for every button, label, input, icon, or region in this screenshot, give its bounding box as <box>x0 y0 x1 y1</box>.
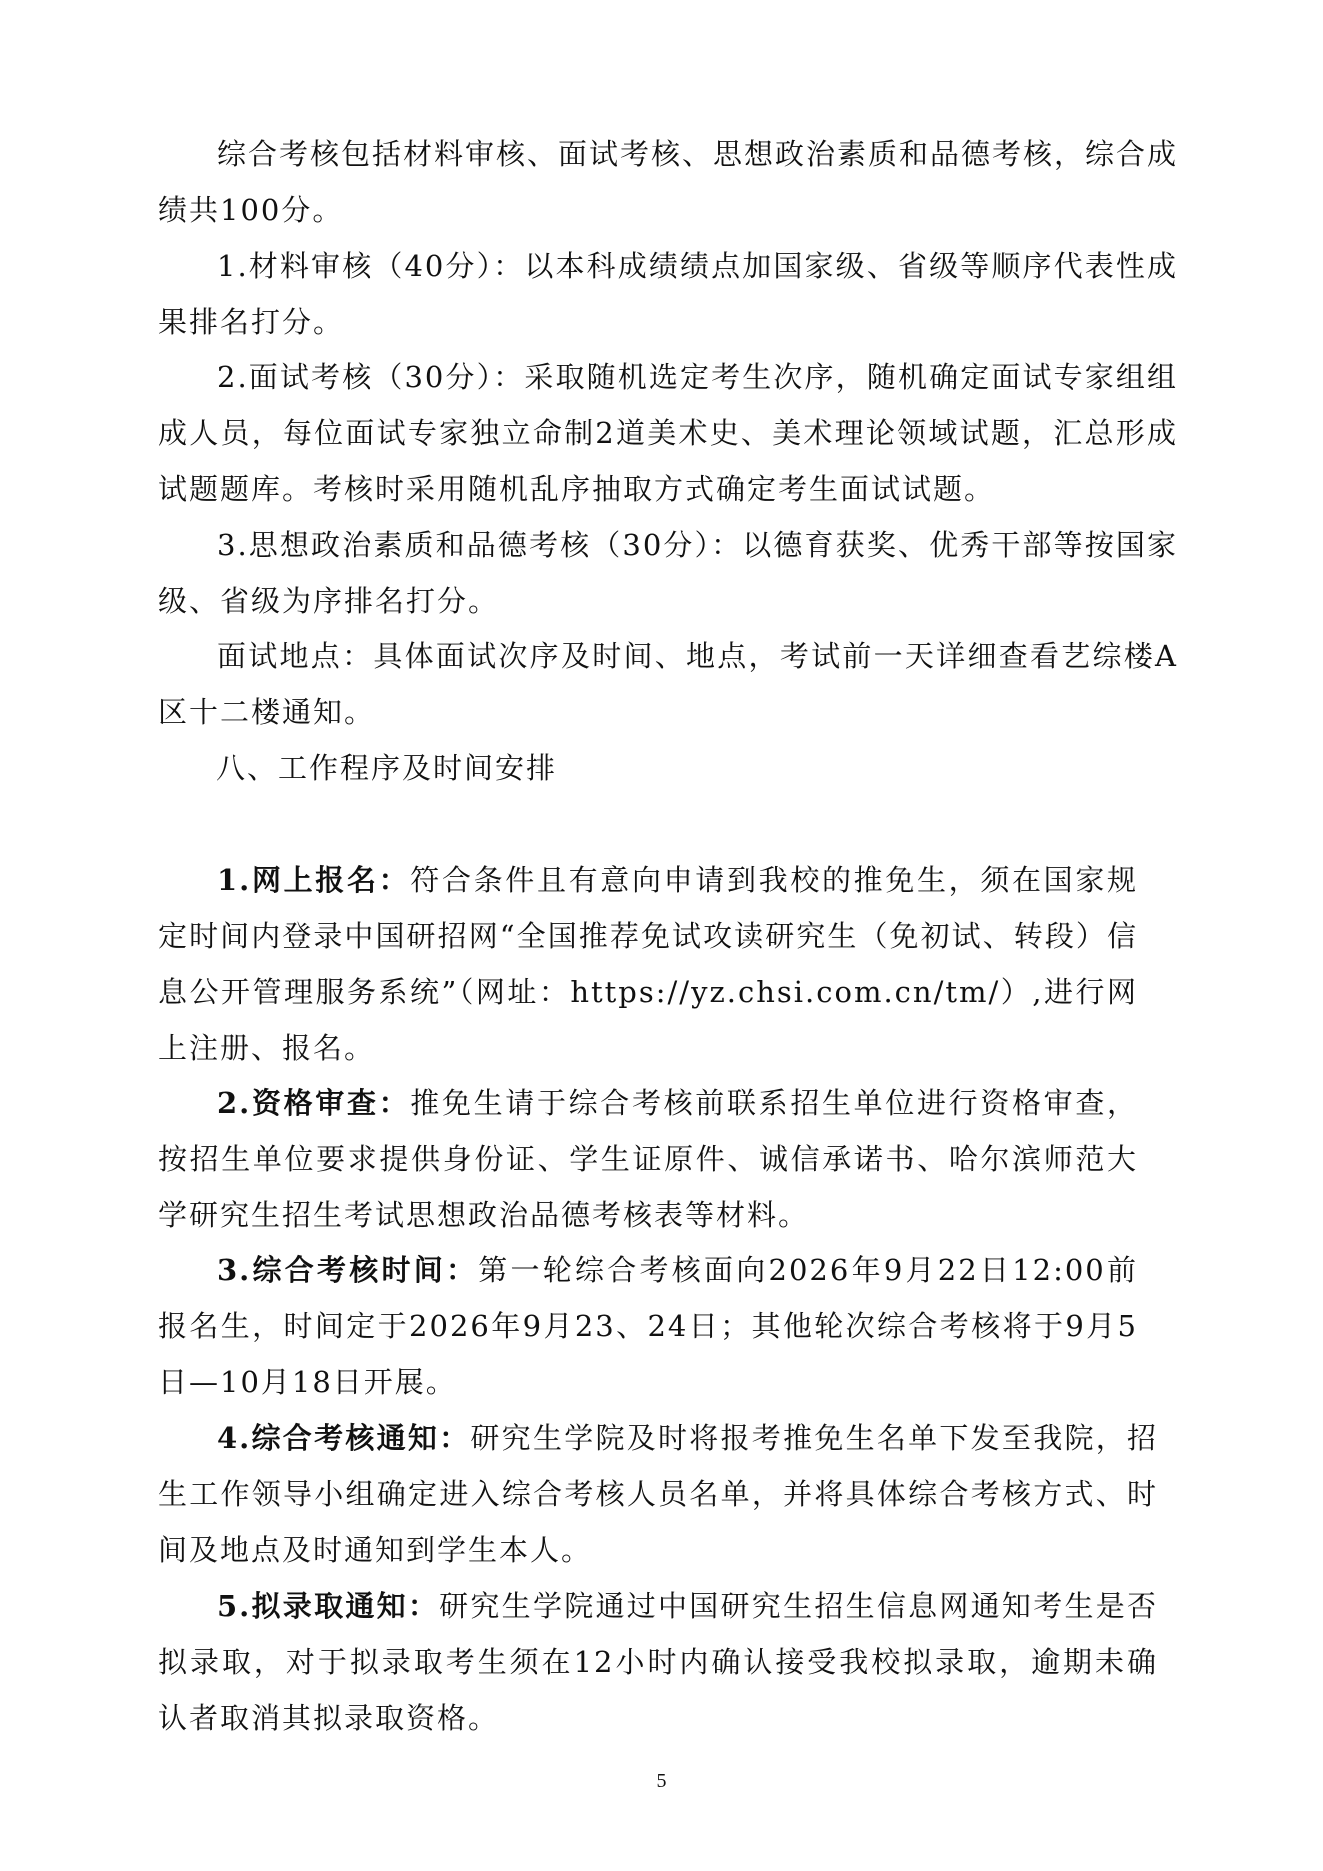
paragraph-moral-assessment <box>158 517 1178 629</box>
step-online-registration <box>158 852 1138 1076</box>
step-lead: 1.网上报名： <box>217 863 411 897</box>
paragraph-text: 1.材料审核（40分）：以本科成绩绩点加国家级、省级等顺序代表性成果排名打分。 <box>158 249 1178 339</box>
step-text: 符合条件且有意向申请到我校的推免生，须在国家规定时间内登录中国研招网“全国推荐免试攻读研究生（免初试、转段）信息公开管理服务系统”（网址：https://yz.chsi.com.cn/tm/）,进行网上注册、报名。 <box>158 863 1138 1065</box>
paragraph-text: 综合考核包括材料审核、面试考核、思想政治素质和品德考核，综合成绩共100分。 <box>158 137 1179 227</box>
step-admission-notice <box>158 1578 1158 1746</box>
section-heading: 八、工作程序及时间安排 <box>216 751 558 785</box>
paragraph-text: 面试地点：具体面试次序及时间、地点，考试前一天详细查看艺综楼A区十二楼通知。 <box>158 639 1178 729</box>
step-text: 研究生学院及时将报考推免生名单下发至我院，招生工作领导小组确定进入综合考核人员名单，并将具体综合考核方式、时间及地点及时通知到学生本人。 <box>158 1421 1158 1567</box>
paragraph-material-review <box>158 238 1178 350</box>
step-text: 推免生请于综合考核前联系招生单位进行资格审查，按招生单位要求提供身份证、学生证原件、诚信承诺书、哈尔滨师范大学研究生招生考试思想政治品德考核表等材料。 <box>158 1086 1138 1232</box>
step-lead: 4.综合考核通知： <box>217 1421 471 1455</box>
step-assessment-time <box>158 1242 1138 1410</box>
step-lead: 5.拟录取通知： <box>217 1589 440 1623</box>
page-number: 5 <box>656 1770 667 1792</box>
paragraph-text: 2.面试考核（30分）：采取随机选定考生次序，随机确定面试专家组组成人员，每位面试专家独立命制2道美术史、美术理论领域试题，汇总形成试题题库。考核时采用随机乱序抽取方式确定考生面试试题。 <box>158 360 1178 506</box>
paragraph-interview <box>158 349 1178 517</box>
step-text: 研究生学院通过中国研究生招生信息网通知考生是否拟录取，对于拟录取考生须在12小时内确认接受我校拟录取，逾期未确认者取消其拟录取资格。 <box>158 1589 1158 1735</box>
step-lead: 3.综合考核时间： <box>217 1253 479 1287</box>
paragraph-interview-location <box>158 628 1178 740</box>
step-assessment-notice <box>158 1410 1158 1578</box>
paragraph-assessment-overview <box>158 126 1178 238</box>
step-lead: 2.资格审查： <box>217 1086 411 1120</box>
paragraph-text: 3.思想政治素质和品德考核（30分）：以德育获奖、优秀干部等按国家级、省级为序排名打分。 <box>158 528 1178 618</box>
step-text: 第一轮综合考核面向2026年9月22日12:00前报名生，时间定于2026年9月23、24日；其他轮次综合考核将于9月5日—10月18日开展。 <box>158 1253 1138 1399</box>
step-qualification-review <box>158 1075 1138 1243</box>
